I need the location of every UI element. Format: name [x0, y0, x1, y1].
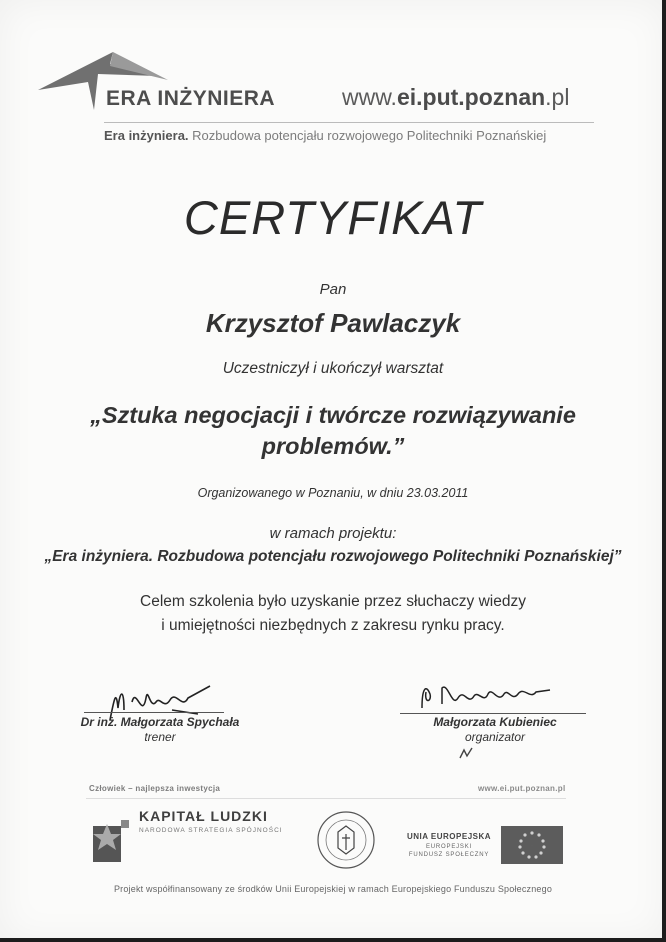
website-domain: ei.put.poznan [396, 84, 546, 110]
organizer-signature-line [400, 713, 586, 714]
brand-name: ERA INŻYNIERA [106, 87, 276, 110]
subheader-bold: Era inżyniera. [104, 128, 189, 143]
goal-line-2: i umiejętności niezbędnych z zakresu rynku pracy. [161, 617, 505, 634]
scan-edge-right [662, 0, 666, 942]
subheader-rest: Rozbudowa potencjału rozwojowego Politechniki Poznańskiej [188, 128, 547, 143]
motto-text: Człowiek – najlepsza inwestycja [89, 784, 221, 793]
completed-text: Uczestniczył i ukończył warsztat [222, 360, 444, 377]
organizer-role: organizator [464, 730, 526, 744]
framework-text: w ramach projektu: [269, 525, 397, 542]
scan-edge-bottom [0, 938, 666, 942]
workshop-title: „Sztuka negocjacji i twórcze rozwiązywanie problemów.” [90, 402, 576, 459]
kapital-ludzki-subtitle: NARODOWA STRATEGIA SPÓJNOŚCI [139, 827, 283, 834]
footer-motto [89, 784, 220, 793]
organizer-signature-icon [412, 678, 562, 718]
footer-divider [86, 798, 566, 799]
stamp-mark-icon [458, 746, 474, 762]
trainer-name: Dr inż. Małgorzata Spychała [80, 715, 240, 729]
organizer-name: Małgorzata Kubieniec [433, 715, 557, 729]
eu-title: UNIA EUROPEJSKA [406, 832, 492, 841]
kapital-ludzki-title: KAPITAŁ LUDZKI [139, 808, 268, 824]
header-divider [104, 122, 594, 123]
website-prefix: www. [342, 84, 397, 110]
trainer-signature-line [84, 712, 224, 713]
eu-subtitle-2: FUNDUSZ SPOŁECZNY [408, 852, 490, 858]
kapital-ludzki-logo-icon [93, 820, 131, 868]
project-name: „Era inżyniera. Rozbudowa potencjału rozwojowego Politechniki Poznańskiej” [44, 548, 622, 565]
header-website[interactable] [342, 84, 569, 111]
header-subtitle [104, 128, 546, 143]
footer-website[interactable]: www.ei.put.poznan.pl [478, 784, 566, 793]
trainer-role: trener [144, 730, 176, 744]
politechnika-seal-icon [316, 810, 376, 870]
recipient-name: Krzysztof Pawlaczyk [205, 308, 461, 338]
goal-line-1: Celem szkolenia było uzyskanie przez słuchaczy wiedzy [140, 593, 526, 610]
organized-date-text: Organizowanego w Poznaniu, w dniu 23.03.2011 [197, 486, 469, 500]
training-goal [0, 590, 666, 638]
salutation: Pan [319, 281, 347, 298]
certificate-title: CERTYFIKAT [183, 191, 483, 244]
eu-flag-icon [501, 826, 563, 864]
website-suffix: .pl [545, 84, 570, 110]
cofinancing-note: Projekt współfinansowany ze środków Unii Europejskiej w ramach Europejskiego Funduszu Społecznego [113, 884, 553, 894]
eu-subtitle-1: EUROPEJSKI [425, 844, 472, 850]
